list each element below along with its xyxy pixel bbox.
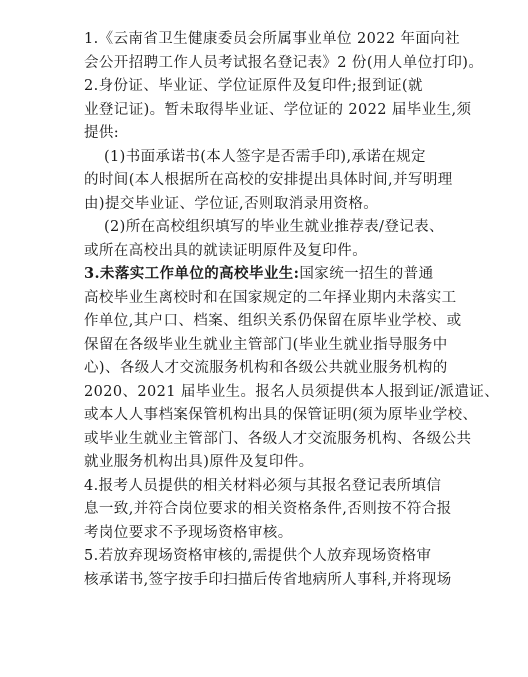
paragraph-5-line-3: 作单位,其户口、档案、组织关系仍保留在原毕业学校、或 [84, 313, 462, 329]
paragraph-3-line-2: 的时间(本人根据所在高校的安排提出具体时间,并写明理 [84, 172, 453, 188]
paragraph-5-lead: 3.未落实工作单位的高校毕业生: [84, 265, 300, 282]
paragraph-5-line-9: 就业服务机构出具)原件及复印件。 [84, 454, 314, 470]
paragraph-1-line-1: 1.《云南省卫生健康委员会所属事业单位 2022 年面向社 [84, 31, 461, 47]
paragraph-5-line-7: 或本人人事档案保管机构出具的保管证明(须为原毕业学校、 [84, 407, 478, 423]
paragraph-4-line-2: 或所在高校出具的就读证明原件及复印件。 [84, 242, 368, 259]
paragraph-7-line-2: 核承诺书,签字按手印扫描后传省地病所人事科,并将现场 [84, 571, 452, 588]
paragraph-5-line-6: 2020、2021 届毕业生。报名人员须提供本人报到证/派遣证、 [84, 383, 500, 400]
paragraph-5-line-4: 保留在各级毕业生就业主管部门(毕业生就业指导服务中 [84, 336, 448, 353]
paragraph-5-line-1-text: 国家统一招生的普通 [299, 266, 434, 282]
paragraph-2-line-3: 提供: [84, 125, 120, 141]
paragraph-3-line-1: (1)书面承诺书(本人签字是否需手印),承诺在规定 [104, 148, 426, 165]
paragraph-4-line-1: (2)所在高校组织填写的毕业生就业推荐表/登记表、 [104, 219, 444, 235]
paragraph-2-line-2: 业登记证)。暂未取得毕业证、学位证的 2022 届毕业生,须 [84, 101, 472, 118]
paragraph-5-line-8: 或毕业生就业主管部门、各级人才交流服务机构、各级公共 [84, 430, 472, 447]
paragraph-6-line-3: 考岗位要求不予现场资格审核。 [84, 524, 293, 541]
paragraph-5-line-2: 高校毕业生离校时和在国家规定的二年择业期内未落实工 [84, 289, 457, 306]
paragraph-2-line-1: 2.身份证、毕业证、学位证原件及复印件;报到证(就 [84, 78, 423, 94]
paragraph-3-line-3: 由)提交毕业证、学位证,否则取消录用资格。 [84, 195, 379, 212]
paragraph-5-line-5: 心)、各级人才交流服务机构和各级公共就业服务机构的 [84, 360, 448, 376]
paragraph-6-line-2: 息一致,并符合岗位要求的相关资格条件,否则按不符合报 [84, 501, 452, 517]
paragraph-6-line-1: 4.报考人员提供的相关材料必须与其报名登记表所填信 [84, 477, 442, 494]
paragraph-7-line-1: 5.若放弃现场资格审核的,需提供个人放弃现场资格审 [84, 548, 432, 564]
paragraph-5-line-1 [84, 263, 464, 285]
paragraph-1-line-2: 会公开招聘工作人员考试报名登记表》2 份(用人单位打印)。 [84, 54, 484, 71]
